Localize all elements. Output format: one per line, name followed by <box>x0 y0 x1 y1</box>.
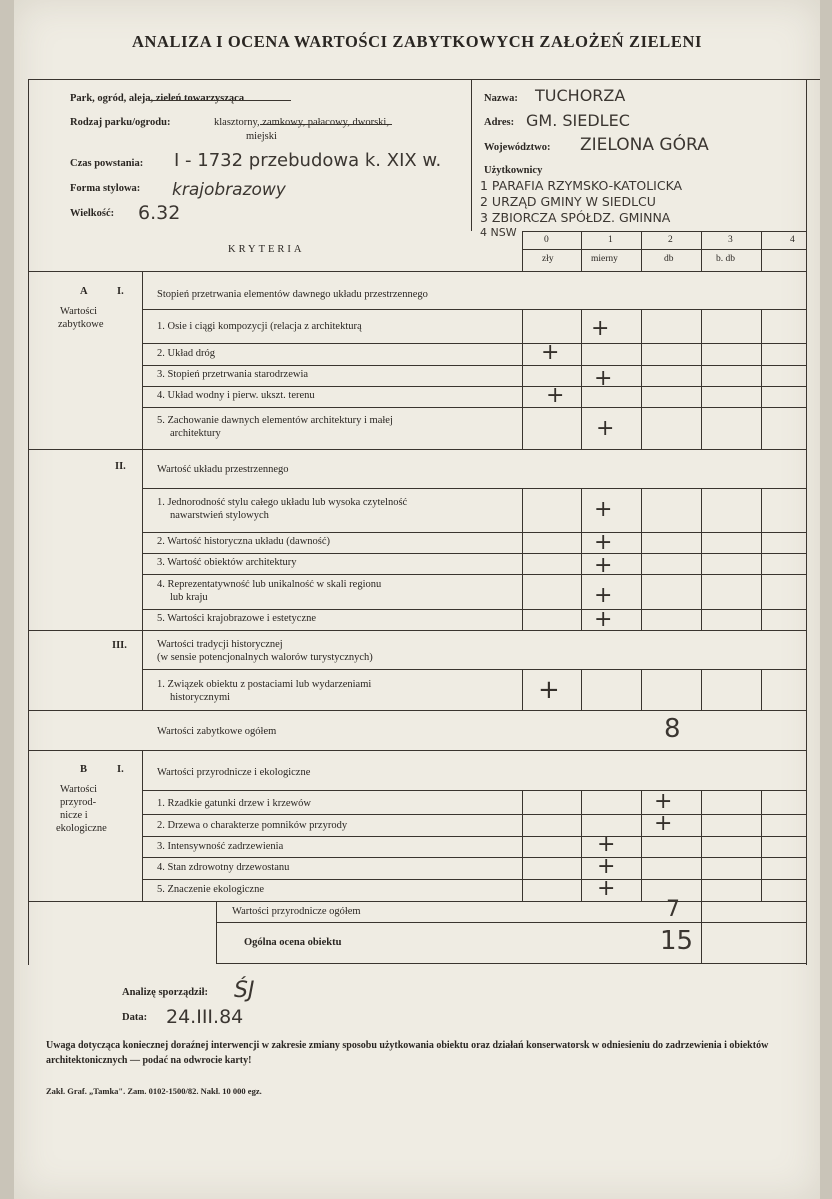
b-line-6 <box>142 901 806 902</box>
frame-left-bottom-mask <box>28 750 29 902</box>
b-bottom-right <box>701 901 702 963</box>
uzytkownik-4: 4 NSW <box>480 226 517 239</box>
header-divider <box>471 79 472 231</box>
data-value: 24.III.84 <box>166 1006 244 1028</box>
item-a2-2: 2. Wartość historyczna układu (dawność) <box>157 536 331 547</box>
analiza-label: Analizę sporządził: <box>122 987 209 998</box>
section-a-title-2: zabytkowe <box>58 319 104 330</box>
a-col-2c <box>641 669 642 710</box>
a-line-11 <box>142 609 806 610</box>
a-col-0b <box>522 488 523 630</box>
section-b-title-3: nicze i <box>60 810 88 821</box>
col-num-4: 4 <box>790 235 795 245</box>
mark-a2-4: + <box>594 583 613 608</box>
section-a-title-1: Wartości <box>60 306 98 317</box>
a-line-12 <box>28 630 806 631</box>
item-a1-5: 5. Zachowanie dawnych elementów architektury i małej <box>157 415 393 426</box>
col-num-3: 3 <box>728 235 733 245</box>
item-a2-1b: nawarstwień stylowych <box>170 510 269 521</box>
wielkosc-value: 6.32 <box>138 202 181 224</box>
group-a3-title: Wartości tradycji historycznej <box>157 639 283 650</box>
total-a-value: 8 <box>664 714 681 744</box>
a-line-8 <box>142 532 806 533</box>
section-b-title-1: Wartości <box>60 784 98 795</box>
analiza-signature: ŚJ <box>234 978 255 1003</box>
wielkosc-label: Wielkość: <box>70 208 115 219</box>
a-col-2a <box>641 309 642 449</box>
a-line-1 <box>142 309 806 310</box>
woj-value: ZIELONA GÓRA <box>580 135 709 155</box>
section-a-letter: A <box>80 286 88 297</box>
hdr-col-3 <box>701 231 702 271</box>
a-line-6 <box>28 449 806 450</box>
nazwa-label: Nazwa: <box>484 93 518 104</box>
item-a3-1b: historycznymi <box>170 692 231 703</box>
b-bottom-left <box>216 901 217 963</box>
b-line-2 <box>142 814 806 815</box>
b-col-3 <box>701 790 702 901</box>
b-line-7 <box>216 922 806 923</box>
frame-bottom-left <box>28 901 216 902</box>
form-title: ANALIZA I OCENA WARTOŚCI ZABYTKOWYCH ZAŁOŻEŃ ZIELENI <box>131 32 703 51</box>
uzytkownicy-label: Użytkownicy <box>484 165 543 176</box>
total-b-value: 7 <box>666 897 680 922</box>
item-a1-2: 2. Układ dróg <box>157 348 216 359</box>
col-num-0: 0 <box>544 235 549 245</box>
item-a2-3: 3. Wartość obiektów architektury <box>157 557 297 568</box>
total-a-label: Wartości zabytkowe ogółem <box>157 726 277 737</box>
a-col-4b <box>761 488 762 630</box>
uzytkownik-3: 3 ZBIORCZA SPÓŁDZ. GMINNA <box>480 210 671 225</box>
col-num-2: 2 <box>668 235 673 245</box>
item-b1-2: 2. Drzewa o charakterze pomników przyrody <box>157 820 348 831</box>
b-col-1 <box>581 790 582 901</box>
col-label-1: mierny <box>591 254 618 264</box>
mark-b1-5: + <box>597 876 616 901</box>
item-a1-5b: architektury <box>170 428 221 439</box>
section-a-roman-1: I. <box>117 286 124 297</box>
a-col-1a <box>581 309 582 449</box>
adres-label: Adres: <box>484 117 515 128</box>
mark-b1-1: + <box>654 789 673 814</box>
b-col-2 <box>641 790 642 901</box>
footer-note: Uwaga dotycząca koniecznej doraźnej interwencji w zakresie zmiany sposobu użytkowania obiektu oraz działań konserwatorsk w odniesieniu do zadrzewienia i obiektów architektonicznych — podać na odwrocie karty! <box>46 1040 769 1066</box>
mark-a2-1: + <box>594 497 613 522</box>
overall-label: Ogólna ocena obiektu <box>244 937 342 948</box>
group-a2-title: Wartość układu przestrzennego <box>157 464 289 475</box>
mark-b1-2: + <box>654 811 673 836</box>
a-line-15 <box>28 750 806 751</box>
frame-top <box>28 79 820 80</box>
item-a1-1: 1. Osie i ciągi kompozycji (relacja z architekturą <box>157 321 362 332</box>
rodzaj-value: klasztorny, zamkowy, pałacowy, dworski, <box>214 117 389 128</box>
b-line-8 <box>216 963 806 964</box>
a-col-0a <box>522 309 523 449</box>
section-a-roman-3: III. <box>112 640 127 651</box>
kryteria-mid <box>522 249 806 250</box>
rodzaj-label: Rodzaj parku/ogrodu: <box>70 117 171 128</box>
print-info: Zakł. Graf. „Tamka". Zam. 0102-1500/82. Nakł. 10 000 egz. <box>46 1086 262 1096</box>
hdr-col-2 <box>641 231 642 271</box>
section-divider <box>142 271 143 710</box>
uzytkownik-2: 2 URZĄD GMINY W SIEDLCU <box>480 194 656 209</box>
kryteria-label: KRYTERIA <box>228 244 305 255</box>
group-a1-title: Stopień przetrwania elementów dawnego układu przestrzennego <box>157 289 428 300</box>
mark-b1-3: + <box>597 832 616 857</box>
frame-right <box>806 79 807 965</box>
b-line-4 <box>142 857 806 858</box>
section-b-letter: B <box>80 764 88 775</box>
item-a1-3: 3. Stopień przetrwania starodrzewia <box>157 369 309 380</box>
mark-a1-4: + <box>546 383 565 408</box>
mark-a1-2: + <box>541 340 560 365</box>
data-label: Data: <box>122 1012 148 1023</box>
item-a2-4: 4. Reprezentatywność lub unikalność w skali regionu <box>157 579 382 590</box>
col-label-2: db <box>664 254 674 264</box>
section-b-title-2: przyrod- <box>60 797 97 808</box>
a-col-0c <box>522 669 523 710</box>
hdr-col-1 <box>581 231 582 271</box>
item-b1-5: 5. Znaczenie ekologiczne <box>157 884 264 895</box>
a-line-10 <box>142 574 806 575</box>
item-b1-4: 4. Stan zdrowotny drzewostanu <box>157 862 290 873</box>
kryteria-bottom <box>28 271 806 272</box>
a-col-3b <box>701 488 702 630</box>
mark-b1-4: + <box>597 854 616 879</box>
rodzaj-strike <box>260 124 392 125</box>
a-col-4c <box>761 669 762 710</box>
mark-a2-3: + <box>594 553 613 578</box>
a-col-2b <box>641 488 642 630</box>
col-label-3: b. db <box>716 254 735 264</box>
item-b1-1: 1. Rzadkie gatunki drzew i krzewów <box>157 798 311 809</box>
total-b-label: Wartości przyrodnicze ogółem <box>232 906 361 917</box>
item-a3-1: 1. Związek obiektu z postaciami lub wydarzeniami <box>157 679 372 690</box>
a-line-14 <box>28 710 806 711</box>
a-line-5 <box>142 407 806 408</box>
forma-label: Forma stylowa: <box>70 183 141 194</box>
adres-value: GM. SIEDLEC <box>526 111 630 130</box>
hdr-col-0 <box>522 231 523 271</box>
czas-value: I - 1732 przebudowa k. XIX w. <box>174 150 442 171</box>
b-col-4 <box>761 790 762 901</box>
uzytkownik-1: 1 PARAFIA RZYMSKO-KATOLICKA <box>480 178 683 193</box>
mark-a3-1: + <box>538 675 560 705</box>
a-col-3a <box>701 309 702 449</box>
item-a2-4b: lub kraju <box>170 592 208 603</box>
nazwa-value: TUCHORZA <box>535 86 626 105</box>
hdr-col-4 <box>761 231 762 271</box>
item-b1-3: 3. Intensywność zadrzewienia <box>157 841 284 852</box>
mark-a2-5: + <box>594 607 613 632</box>
mark-a1-3: + <box>594 366 613 391</box>
overall-value: 15 <box>660 926 694 956</box>
col-label-0: zły <box>542 254 554 264</box>
section-b-title-4: ekologiczne <box>56 823 107 834</box>
a-line-2 <box>142 343 806 344</box>
section-a-roman-2: II. <box>115 461 126 472</box>
section-b-roman-1: I. <box>117 764 124 775</box>
a-col-1c <box>581 669 582 710</box>
item-a2-1: 1. Jednorodność stylu całego układu lub wysoka czytelność <box>157 497 408 508</box>
b-col-0 <box>522 790 523 901</box>
mark-a1-1: + <box>591 316 610 341</box>
group-a3-title-2: (w sensie potencjonalnych walorów turystycznych) <box>157 652 373 663</box>
col-num-1: 1 <box>608 235 613 245</box>
kryteria-top <box>522 231 806 232</box>
mark-a2-2: + <box>594 530 613 555</box>
a-col-4a <box>761 309 762 449</box>
b-line-3 <box>142 836 806 837</box>
a-line-7 <box>142 488 806 489</box>
rodzaj-value-2: miejski <box>246 131 277 142</box>
mark-a1-5: + <box>596 416 615 441</box>
park-strike <box>149 100 291 101</box>
item-a2-5: 5. Wartości krajobrazowe i estetyczne <box>157 613 317 624</box>
form-sheet <box>14 0 820 1199</box>
forma-value: krajobrazowy <box>172 180 286 200</box>
a-col-3c <box>701 669 702 710</box>
woj-label: Województwo: <box>484 142 551 153</box>
item-a1-4: 4. Układ wodny i pierw. ukszt. terenu <box>157 390 315 401</box>
a-line-9 <box>142 553 806 554</box>
b-line-1 <box>142 790 806 791</box>
park-label: Park, ogród, aleja, zieleń towarzysząca <box>70 93 245 104</box>
group-b1-title: Wartości przyrodnicze i ekologiczne <box>157 767 311 778</box>
a-col-1b <box>581 488 582 630</box>
a-line-4 <box>142 386 806 387</box>
a-line-3 <box>142 365 806 366</box>
czas-label: Czas powstania: <box>70 158 144 169</box>
b-line-5 <box>142 879 806 880</box>
a-line-13 <box>142 669 806 670</box>
